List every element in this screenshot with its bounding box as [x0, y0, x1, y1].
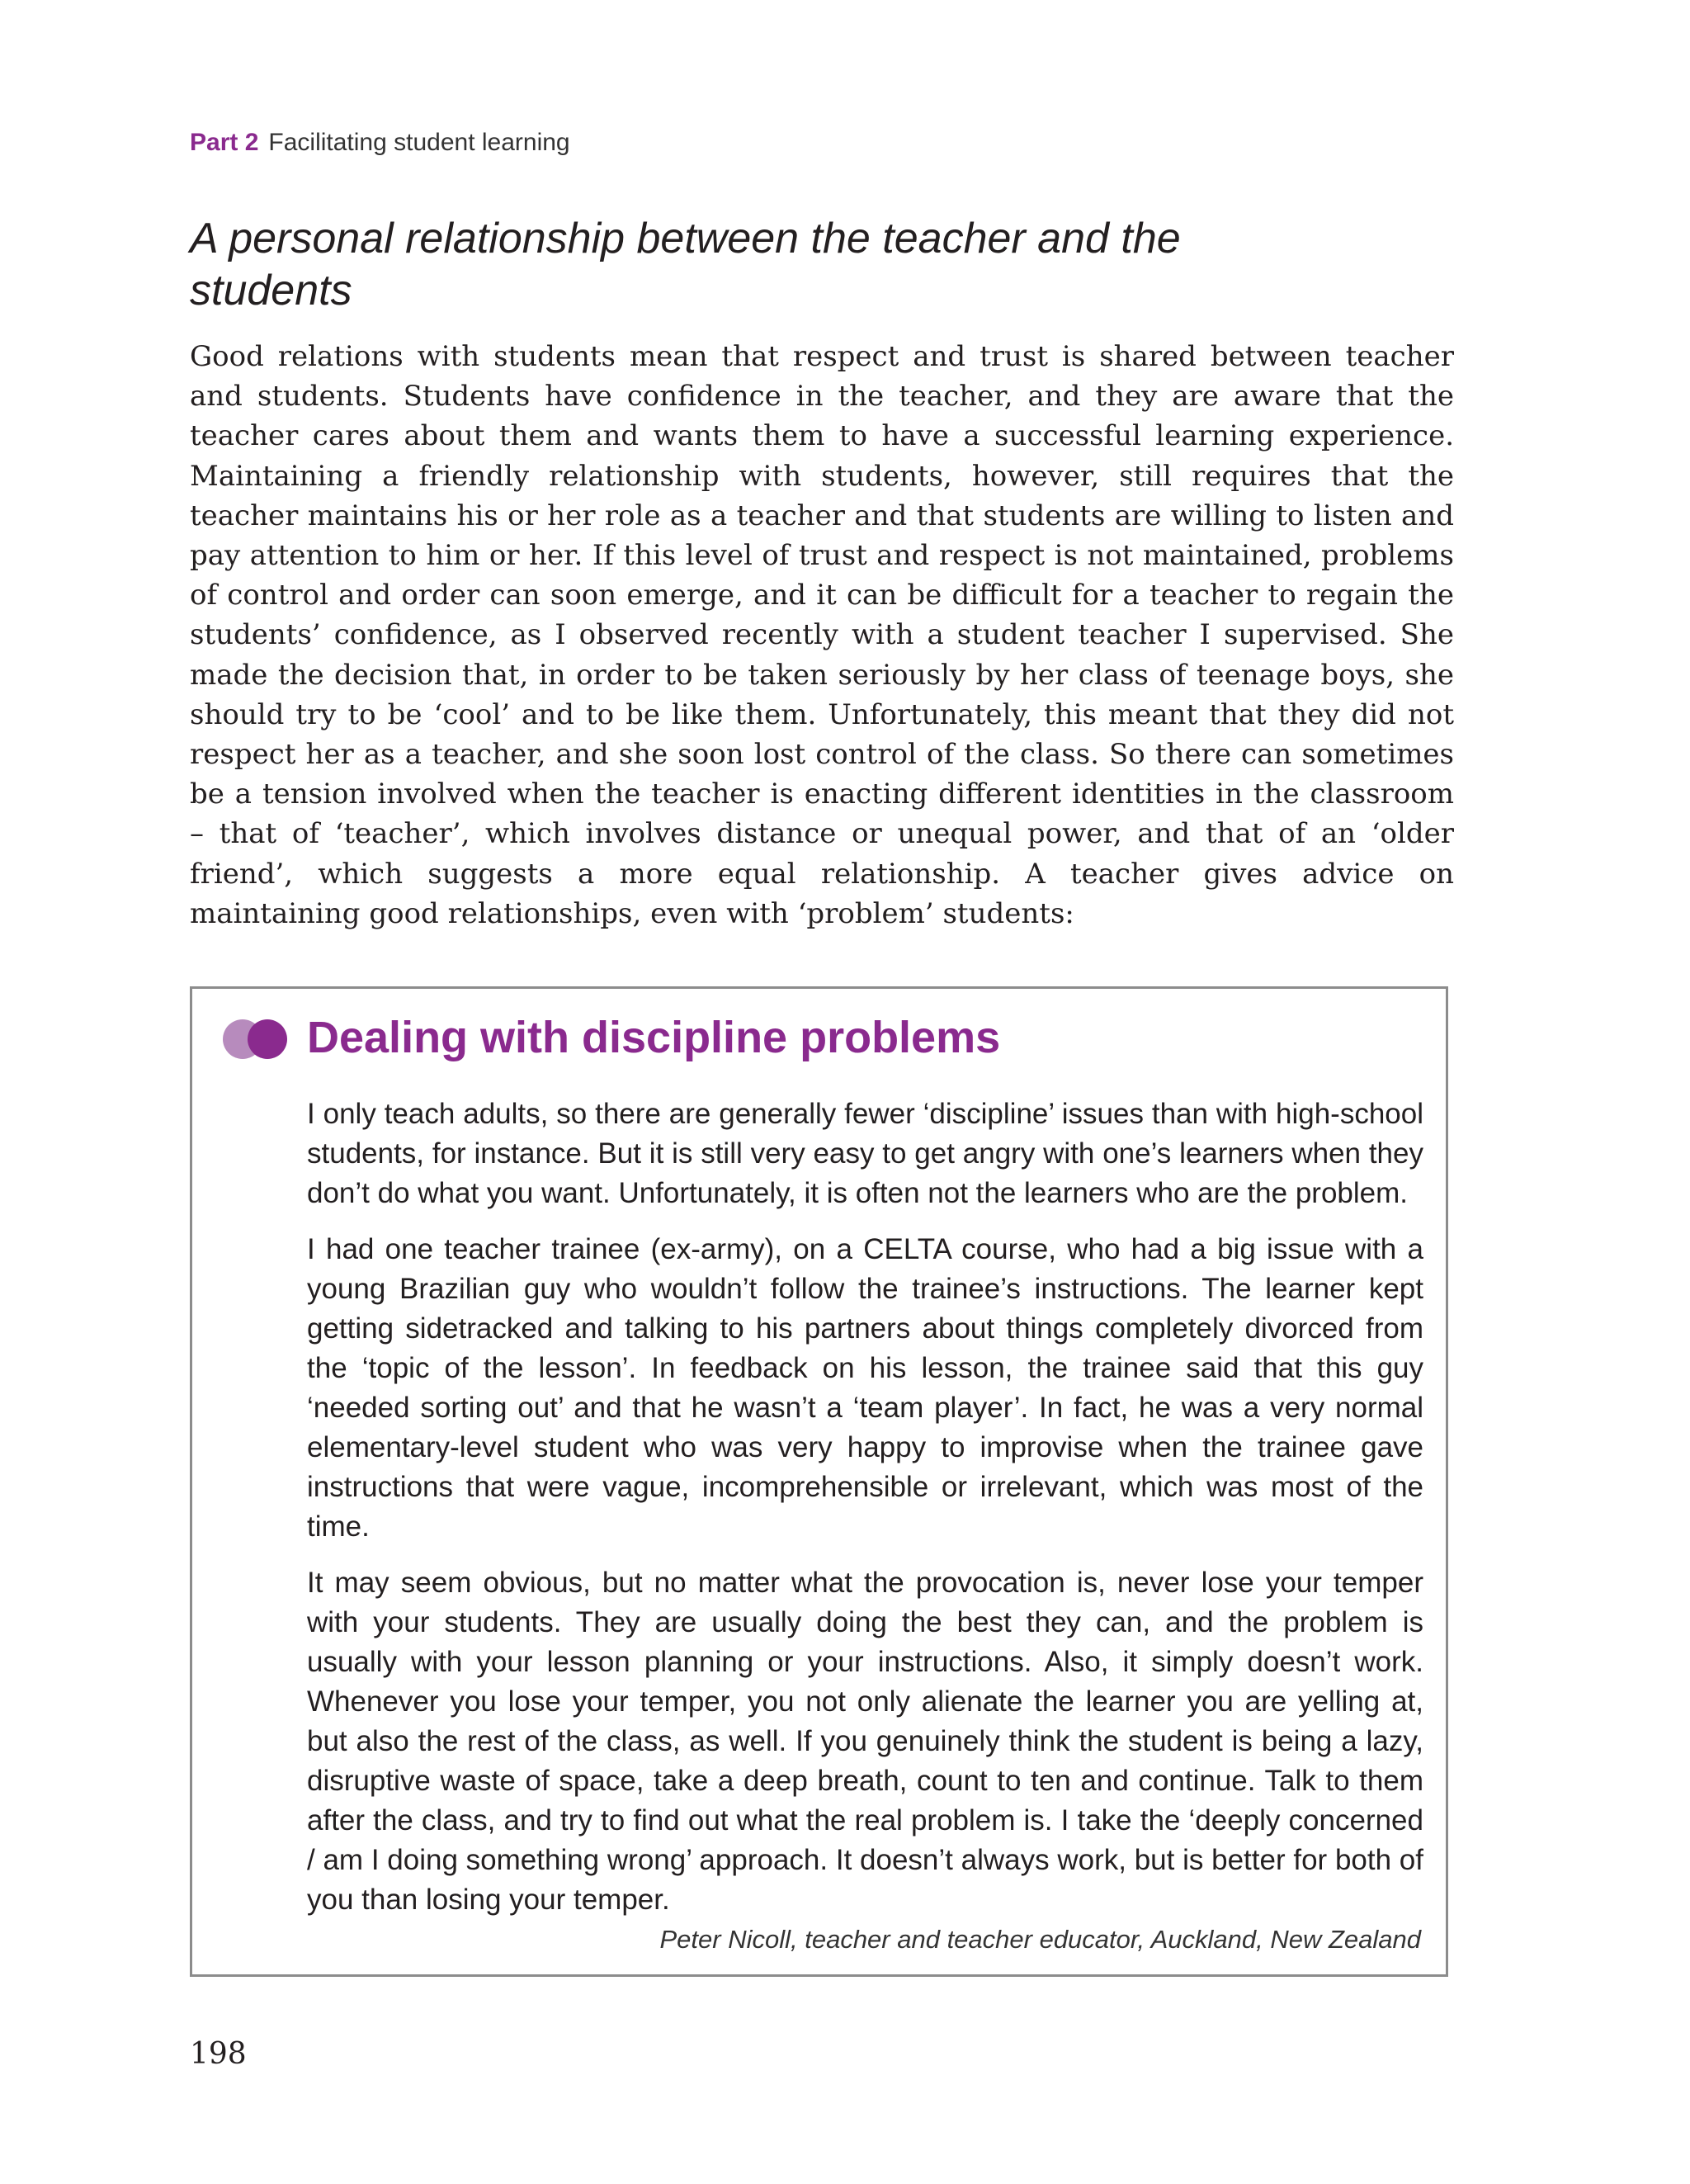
- box-paragraph: It may seem obvious, but no matter what the provocation is, never lose your temper with your students. They are usually doing the best they can, and the problem is usually with your lesson planning or your instructions. Also, it simply doesn’t work. Whenever you lose your temper, you not only alienate the learner you are yelling at, but also the rest of the class, as well. If you genuinely think the student is being a lazy, disruptive waste of space, take a deep breath, count to ten and continue. Talk to them after the class, and try to find out what the real problem is. I take the ‘deeply concerned / am I doing something wrong’ approach. It doesn’t always work, but is better for both of you than losing your temper.: [307, 1567, 1423, 1916]
- part-label: Part 2: [190, 129, 259, 156]
- box-title: Dealing with discipline problems: [307, 1013, 1001, 1062]
- section-title: A personal relationship between the teacher and the students: [190, 215, 1181, 314]
- box-body: [307, 1094, 1423, 1936]
- box-paragraph: I had one teacher trainee (ex-army), on a CELTA course, who had a big issue with a young Brazilian guy who wouldn’t follow the trainee’s instructions. The learner kept getting sidetracked and talking to his partners about things completely divorced from the ‘topic of the lesson’. In feedback on his lesson, the trainee said that this guy ‘needed sorting out’ and that he wasn’t a ‘team player’. In fact, he was a very normal elementary-level student who was very happy to improvise when the trainee gave instructions that were vague, incomprehensible or irrelevant, which was most of the time.: [307, 1233, 1423, 1543]
- double-circle-icon: [220, 1017, 290, 1061]
- chapter-title: Facilitating student learning: [268, 129, 570, 156]
- page-number: 198: [190, 2037, 247, 2071]
- section-body-paragraph: Good relations with students mean that respect and trust is shared between teacher and students. Students have confidence in the teacher, and they are aware that the teacher cares about them and wants them to have a successful learning experience. Maintaining a friendly relationship with students, however, still requires that the teacher maintains his or her role as a teacher and that students are willing to listen and pay attention to him or her. If this level of trust and respect is not maintained, problems of control and order can soon emerge, and it can be difficult for a teacher to regain the students’ confidence, as I observed recently with a student teacher I supervised. She made the decision that, in order to be taken seriously by her class of teenage boys, she should try to be ‘cool’ and to be like them. Unfortunately, this meant that they did not respect her as a teacher, and she soon lost control of the class. So there can sometimes be a tension involved when the teacher is enacting different identities in the classroom – that of ‘teacher’, which involves distance or unequal power, and that of an ‘older friend’, which suggests a more equal relationship. A teacher gives advice on maintaining good relationships, even with ‘problem’ students:: [190, 340, 1454, 930]
- box-paragraph: I only teach adults, so there are generally fewer ‘discipline’ issues than with high-school students, for instance. But it is still very easy to get angry with one’s learners when they don’t do what you want. Unfortunately, it is often not the learners who are the problem.: [307, 1098, 1423, 1209]
- quote-box: [190, 986, 1448, 1977]
- box-attribution: Peter Nicoll, teacher and teacher educator, Auckland, New Zealand: [659, 1925, 1421, 1954]
- running-head: [190, 129, 570, 157]
